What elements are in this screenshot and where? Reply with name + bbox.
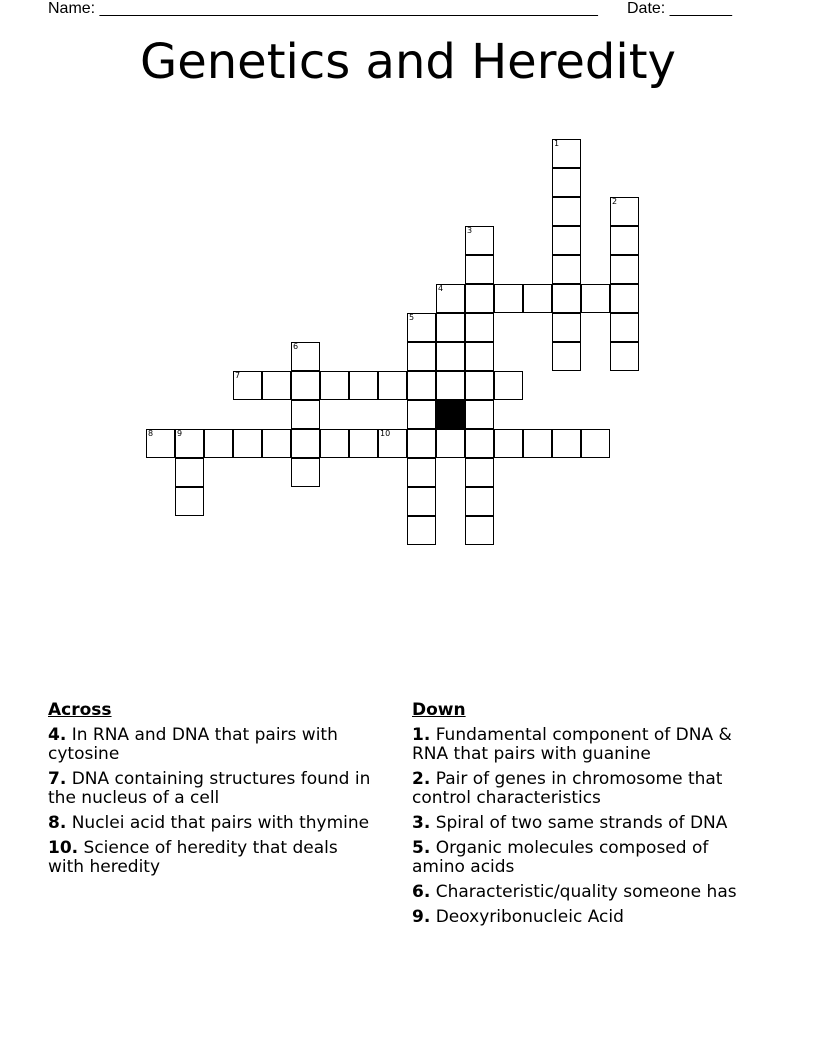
crossword-cell[interactable] [552, 284, 581, 313]
crossword-cell[interactable] [407, 313, 436, 342]
crossword-cell[interactable] [262, 371, 291, 400]
crossword-cell[interactable] [436, 313, 465, 342]
crossword-cell[interactable] [465, 284, 494, 313]
down-clues [412, 701, 757, 933]
crossword-cell[interactable] [465, 226, 494, 255]
crossword-cell[interactable] [552, 168, 581, 197]
crossword-cell[interactable] [494, 284, 523, 313]
clue-item: 6. Characteristic/quality someone has [412, 882, 737, 902]
cell-number: 1 [554, 139, 560, 148]
crossword-cell[interactable] [436, 429, 465, 458]
crossword-cell[interactable] [465, 516, 494, 545]
cell-number: 4 [438, 284, 444, 293]
clue-item: 7. DNA containing structures found in the nucleus of a cell [48, 769, 371, 808]
crossword-cell[interactable] [233, 429, 262, 458]
crossword-cell[interactable] [552, 255, 581, 284]
crossword-cell[interactable] [233, 371, 262, 400]
crossword-cell[interactable] [175, 458, 204, 487]
across-clues [48, 701, 378, 883]
crossword-cell[interactable] [436, 284, 465, 313]
crossword-cell[interactable] [407, 342, 436, 371]
crossword-cell[interactable] [610, 197, 639, 226]
crossword-cell[interactable] [552, 342, 581, 371]
clue-item: 8. Nuclei acid that pairs with thymine [48, 813, 370, 833]
crossword-cell[interactable] [523, 429, 552, 458]
clue-item: 4. In RNA and DNA that pairs with cytosine [48, 725, 338, 764]
crossword-cell[interactable] [291, 400, 320, 429]
across-heading: Across [48, 700, 112, 720]
cell-number: 2 [612, 197, 618, 206]
clue-item: 5. Organic molecules composed of amino acids [412, 838, 709, 877]
crossword-cell[interactable] [465, 342, 494, 371]
crossword-cell[interactable] [552, 313, 581, 342]
crossword-cell[interactable] [407, 429, 436, 458]
crossword-cell[interactable] [465, 487, 494, 516]
crossword-cell[interactable] [378, 371, 407, 400]
clue-item: 3. Spiral of two same strands of DNA [412, 813, 728, 833]
crossword-cell[interactable] [378, 429, 407, 458]
crossword-cell[interactable] [465, 313, 494, 342]
crossword-cell[interactable] [436, 371, 465, 400]
crossword-cell[interactable] [407, 487, 436, 516]
crossword-cell[interactable] [465, 458, 494, 487]
crossword-cell[interactable] [610, 255, 639, 284]
crossword-cell[interactable] [262, 429, 291, 458]
crossword-cell[interactable] [349, 429, 378, 458]
crossword-cell[interactable] [610, 284, 639, 313]
cell-number: 9 [177, 429, 183, 438]
crossword-cell[interactable] [610, 313, 639, 342]
crossword-cell[interactable] [465, 400, 494, 429]
crossword-cell[interactable] [581, 284, 610, 313]
crossword-cell[interactable] [349, 371, 378, 400]
down-heading: Down [412, 700, 466, 720]
crossword-cell[interactable] [175, 429, 204, 458]
clue-item: 10. Science of heredity that deals with heredity [48, 838, 338, 877]
cell-number: 6 [293, 342, 299, 351]
crossword-cell[interactable] [552, 226, 581, 255]
crossword-cell[interactable] [407, 371, 436, 400]
crossword-cell[interactable] [291, 342, 320, 371]
crossword-cell[interactable] [146, 429, 175, 458]
crossword-cell[interactable] [610, 226, 639, 255]
crossword-cell[interactable] [610, 342, 639, 371]
crossword-cell[interactable] [465, 429, 494, 458]
crossword-cell[interactable] [291, 371, 320, 400]
crossword-cell[interactable] [320, 371, 349, 400]
crossword-cell[interactable] [552, 139, 581, 168]
clue-item: 2. Pair of genes in chromosome that control characteristics [412, 769, 723, 808]
crossword-cell[interactable] [465, 371, 494, 400]
crossword-cell[interactable] [204, 429, 233, 458]
crossword-cell[interactable] [465, 255, 494, 284]
crossword-cell[interactable] [175, 487, 204, 516]
cell-number: 8 [148, 429, 154, 438]
cell-number: 5 [409, 313, 415, 322]
crossword-cell[interactable] [436, 342, 465, 371]
crossword-cell[interactable] [407, 458, 436, 487]
page-title: Genetics and Heredity [140, 34, 676, 90]
crossword-cell[interactable] [494, 429, 523, 458]
crossword-cell[interactable] [291, 458, 320, 487]
crossword-cell[interactable] [552, 197, 581, 226]
crossword-cell[interactable] [291, 429, 320, 458]
crossword-cell[interactable] [552, 429, 581, 458]
crossword-cell[interactable] [407, 516, 436, 545]
date-field-label: Date: _______ [627, 0, 732, 17]
cell-number: 7 [235, 371, 241, 380]
crossword-cell[interactable] [581, 429, 610, 458]
crossword-cell[interactable] [320, 429, 349, 458]
name-field-label: Name: ________________________________________________________ [48, 0, 598, 17]
crossword-cell[interactable] [407, 400, 436, 429]
crossword-block [436, 400, 465, 429]
crossword-cell[interactable] [494, 371, 523, 400]
cell-number: 10 [380, 429, 391, 438]
crossword-cell[interactable] [523, 284, 552, 313]
clue-item: 1. Fundamental component of DNA & RNA that pairs with guanine [412, 725, 732, 764]
cell-number: 3 [467, 226, 473, 235]
clue-item: 9. Deoxyribonucleic Acid [412, 907, 624, 927]
